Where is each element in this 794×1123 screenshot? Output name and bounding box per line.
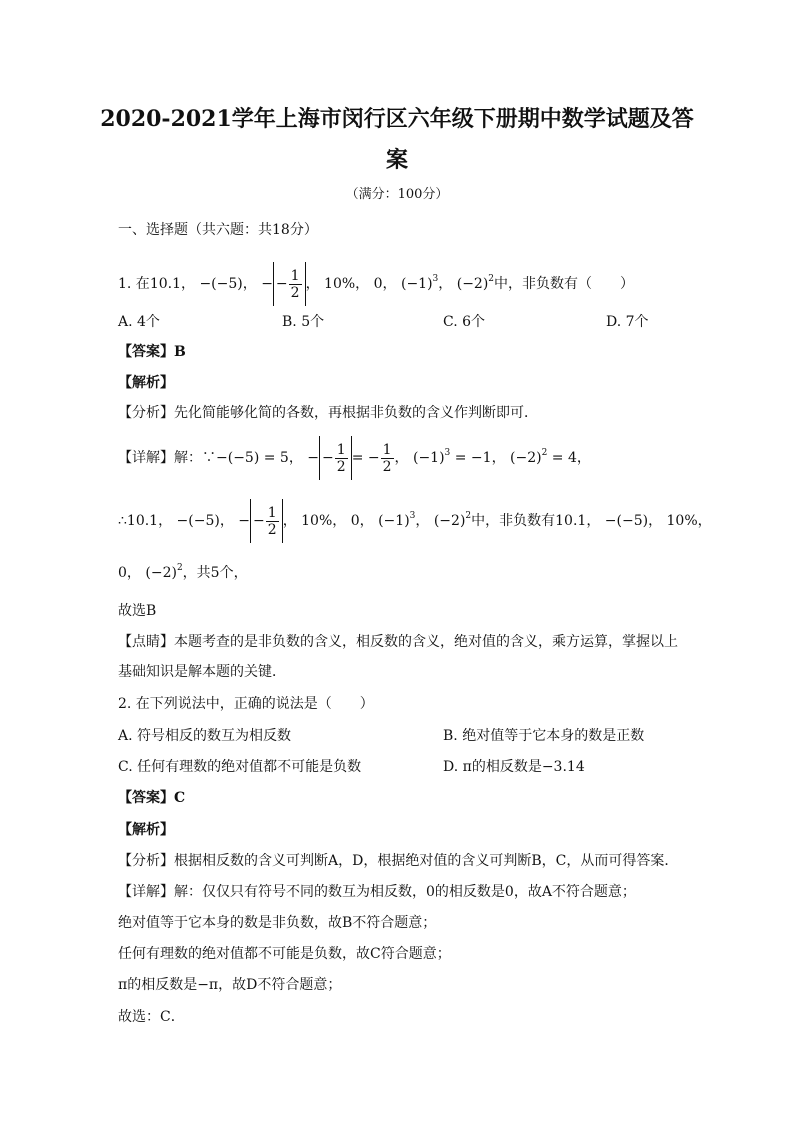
q1-choose: 故选B xyxy=(118,603,157,619)
q1-therefore-line xyxy=(118,499,712,543)
q1-fenxi: 【分析】先化简能够化简的各数，再根据非负数的含义作判断即可． xyxy=(118,405,538,421)
detail-label: 【详解】解：∵ xyxy=(118,450,216,466)
power-base: (−1) xyxy=(378,513,410,529)
power-exponent: 3 xyxy=(432,274,439,284)
fraction-denominator: 2 xyxy=(267,521,277,538)
sep: ， xyxy=(282,513,297,529)
value: 10% xyxy=(666,513,698,529)
therefore-symbol: ∴ xyxy=(118,513,127,529)
q1-num-1: 10.1 xyxy=(149,276,181,292)
q2-option-b: B. 绝对值等于它本身的数是正数 xyxy=(443,728,645,744)
q2-detail-3: 任何有理数的绝对值都不可能是负数，故C符合题意； xyxy=(118,946,451,962)
q1-analysis-header: 【解析】 xyxy=(118,375,174,391)
fraction-numerator: 1 xyxy=(382,441,392,458)
detail-fraction-rhs xyxy=(381,442,394,475)
q2-detail-1: 【详解】解：仅仅只有符号不同的数互为相反数，0的相反数是0，故A不符合题意； xyxy=(118,884,636,900)
q1-option-a: A. 4个 xyxy=(118,314,160,330)
value: 10% xyxy=(301,513,333,529)
power-base: (−2) xyxy=(456,276,489,292)
power xyxy=(434,513,471,529)
power xyxy=(378,513,415,529)
therefore-mid: 中，非负数有 xyxy=(471,513,556,529)
q2-option-a: A. 符号相反的数互为相反数 xyxy=(118,728,292,744)
detail-eq-2-rhs: = − xyxy=(351,450,380,466)
power-base: (−2) xyxy=(433,513,466,529)
q1-num-4: 10% xyxy=(324,276,356,292)
sep: ， xyxy=(359,513,374,529)
fraction-denominator: 2 xyxy=(382,458,392,475)
q2-stem: 2. 在下列说法中，正确的说法是（ ） xyxy=(118,696,374,712)
sep: ， xyxy=(305,276,320,292)
fraction-numerator: 1 xyxy=(267,504,277,521)
sep: ， xyxy=(382,276,397,292)
value: 0 xyxy=(118,565,127,581)
detail-fraction xyxy=(335,442,348,475)
abs-inner-sign: − xyxy=(275,276,288,292)
fraction-numerator: 1 xyxy=(290,267,300,284)
q1-dianjing-2: 基础知识是解本题的关键． xyxy=(118,664,286,680)
q2-option-d xyxy=(443,757,585,777)
sep: ， xyxy=(491,450,506,466)
sep: ， xyxy=(586,513,601,529)
q2-answer: 【答案】C xyxy=(118,790,186,806)
detail-eq-4 xyxy=(510,450,577,466)
power-base: (−2) xyxy=(145,565,177,581)
q1-dianjing-1: 【点睛】本题考查的是非负数的含义，相反数的含义，绝对值的含义，乘方运算，掌握以上 xyxy=(118,634,678,650)
sep: ， xyxy=(158,513,173,529)
option-d-text: D. π的相反数是 xyxy=(443,759,542,775)
power-exponent: 2 xyxy=(176,563,183,573)
detail-eq-3 xyxy=(413,450,492,466)
sep: ， xyxy=(415,513,430,529)
sep: ， xyxy=(288,450,303,466)
power-exponent: 2 xyxy=(541,448,548,458)
fraction xyxy=(266,505,279,538)
power-exponent: 2 xyxy=(465,511,472,521)
q1-num-5: 0 xyxy=(373,276,383,292)
q1-fraction xyxy=(289,268,302,301)
power xyxy=(145,565,182,581)
sep: ， xyxy=(576,450,591,466)
q1-option-c: C. 6个 xyxy=(443,314,486,330)
count-total: ，共5个， xyxy=(182,565,248,581)
q1-abs-prefix: − xyxy=(261,276,273,292)
q1-num-2: −(−5) xyxy=(199,276,243,292)
fraction-denominator: 2 xyxy=(336,458,346,475)
score-note: （满分：100分） xyxy=(345,187,449,202)
q2-detail-4: π的相反数是−π，故D不符合题意； xyxy=(118,977,342,993)
q1-answer: 【答案】B xyxy=(118,344,186,360)
q2-analysis-header: 【解析】 xyxy=(118,822,174,838)
sep: ， xyxy=(242,276,257,292)
sep: ， xyxy=(438,276,453,292)
q1-num-6 xyxy=(401,276,438,292)
q1-therefore-continued xyxy=(118,563,248,583)
q2-fenxi: 【分析】根据相反数的含义可判断A，D，根据绝对值的含义可判断B，C，从而可得答案． xyxy=(118,853,679,869)
fraction-numerator: 1 xyxy=(336,441,346,458)
abs-prefix: − xyxy=(238,513,251,529)
value: −(−5) xyxy=(176,513,220,529)
q1-option-d: D. 7个 xyxy=(606,314,649,330)
abs-inner-sign: − xyxy=(253,513,265,529)
sep: ， xyxy=(355,276,370,292)
power-exponent: 3 xyxy=(409,511,416,521)
sep: ， xyxy=(219,513,234,529)
q1-suffix: 中，非负数有（ ） xyxy=(494,276,635,292)
detail-abs-expression xyxy=(319,436,352,480)
power-exponent: 2 xyxy=(488,274,495,284)
q2-detail-2: 绝对值等于它本身的数是非负数，故B不符合题意； xyxy=(118,915,437,931)
value: −(−5) xyxy=(604,513,649,529)
q1-prefix: 1. 在 xyxy=(118,276,150,292)
abs-inner-sign: − xyxy=(322,450,334,466)
abs-expression xyxy=(250,499,283,543)
detail-abs-prefix: − xyxy=(307,450,320,466)
q2-choose: 故选：C． xyxy=(118,1009,185,1025)
fraction-denominator: 2 xyxy=(290,284,300,301)
detail-eq-1: −(−5) = 5 xyxy=(216,450,289,466)
power-result: = −1 xyxy=(454,450,492,466)
power-base: (−1) xyxy=(412,450,445,466)
sep: ， xyxy=(126,565,141,581)
power-exponent: 3 xyxy=(444,448,451,458)
q1-abs-expression xyxy=(273,262,306,306)
value: 10.1 xyxy=(126,513,159,529)
q1-stem xyxy=(118,262,634,306)
option-d-value: −3.14 xyxy=(541,759,585,775)
q1-detail xyxy=(118,436,591,480)
document-title-line1: 2020-2021学年上海市闵行区六年级下册期中数学试题及答 xyxy=(100,106,694,132)
sep: ， xyxy=(180,276,195,292)
power-base: (−2) xyxy=(510,450,542,466)
power-base: (−1) xyxy=(400,276,433,292)
value: 10.1 xyxy=(555,513,587,529)
sep: ， xyxy=(697,513,712,529)
value: 0 xyxy=(350,513,360,529)
q2-option-c: C. 任何有理数的绝对值都不可能是负数 xyxy=(118,759,362,775)
q1-num-7 xyxy=(457,276,494,292)
sep: ， xyxy=(648,513,663,529)
section-heading: 一、选择题（共六题：共18分） xyxy=(118,222,318,238)
document-title-line2: 案 xyxy=(385,147,408,173)
sep: ， xyxy=(332,513,347,529)
sep: ， xyxy=(394,450,409,466)
q1-option-b: B. 5个 xyxy=(282,314,325,330)
power-result: = 4 xyxy=(551,450,577,466)
